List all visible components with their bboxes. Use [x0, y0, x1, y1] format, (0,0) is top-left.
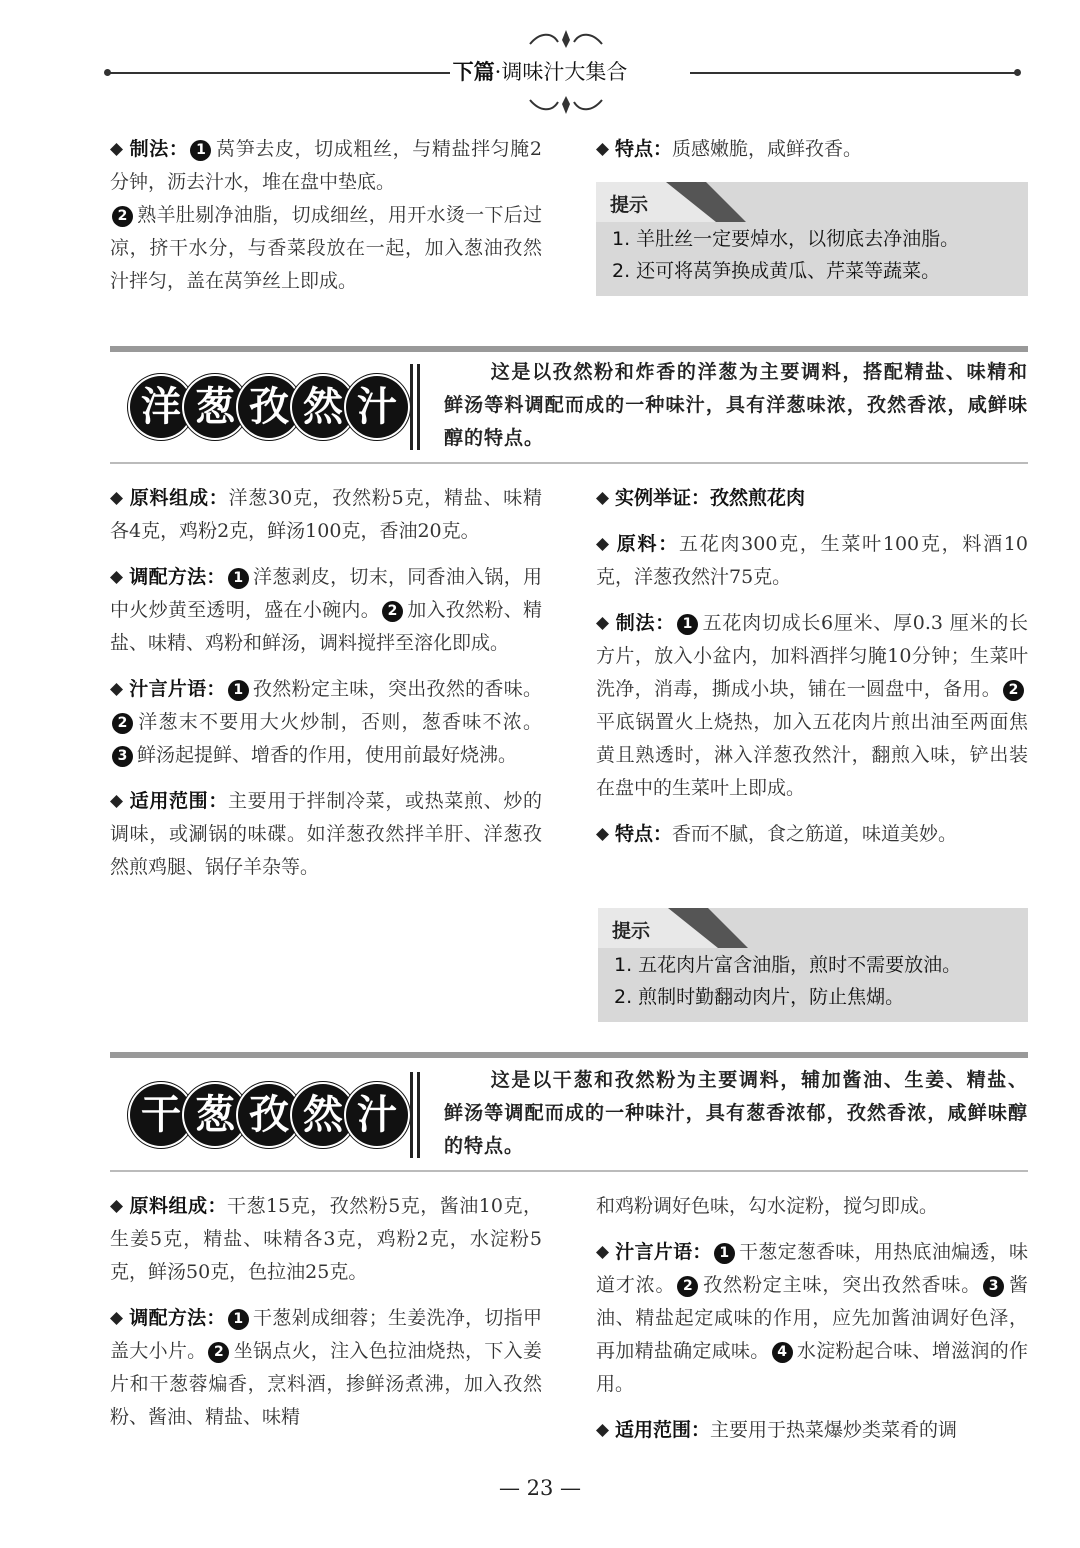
method-paragraph: 制法： 1 五花肉切成长6厘米、厚0.3 厘米的长方片，放入小盆内，加料酒拌匀腌10分钟；生菜叶洗净，消毒，撕成小块，铺在一圆盘中，备用。 2平底锅置火上烧热，加入五花肉片煎出油至两面焦黄且熟透时，淋入洋葱孜然汁，翻煎入味，铲出装在盘中的生菜叶上即成。: [596, 612, 1028, 799]
example-paragraph: 实例举证：孜然煎花肉: [596, 482, 1028, 515]
feature-paragraph: 特点：质感嫩脆，咸鲜孜香。: [596, 133, 1028, 166]
materials-paragraph: 原料：五花肉300克，生菜叶100克，料酒10克，洋葱孜然汁75克。: [596, 533, 1028, 588]
step-number: 3: [983, 1276, 1004, 1297]
header-part: 下篇: [452, 60, 495, 84]
running-header: [0, 58, 1080, 86]
step-number: 1: [228, 680, 249, 701]
diamond-bullet-icon: [110, 143, 123, 156]
tip-line: 1. 羊肚丝一定要焯水，以彻底去净油脂。: [612, 228, 960, 250]
top-left-column: [110, 133, 542, 298]
step-number: 2: [112, 206, 133, 227]
scope-paragraph: 适用范围：主要用于拌制冷菜，或热菜煎、炒的调味，或涮锅的味碟。如洋葱孜然拌羊肝、洋葱孜然煎鸡腿、锅仔羊杂等。: [110, 790, 542, 878]
step-number: 1: [677, 614, 698, 635]
section-intro: 这是以干葱和孜然粉为主要调料，辅加酱油、生姜、精盐、鲜汤等调配而成的一种味汁，具有葱香浓郁，孜然香浓，咸鲜味醇的特点。: [444, 1069, 1028, 1157]
section-rule-top: [110, 1052, 1028, 1058]
method-paragraph: 制法： 1 莴笋去皮，切成粗丝，与精盐拌匀腌2分钟，沥去汁水，堆在盘中垫底。 2 熟羊肚剔净油脂，切成细丝，用开水烫一下后过凉，挤干水分，与香菜段放在一起，加入葱油孜然汁拌匀，盖在莴笋丝上即成。: [110, 138, 542, 292]
feature-paragraph: 特点：香而不腻，食之筋道，味道美妙。: [596, 818, 1028, 851]
example-dish-name: 孜然煎花肉: [710, 487, 806, 509]
step-number: 2: [677, 1276, 698, 1297]
step-number: 1: [228, 568, 249, 589]
banner-divider: [417, 364, 420, 450]
diamond-bullet-icon: [596, 492, 609, 505]
mixing-paragraph: 调配方法： 1 干葱剁成细蓉；生姜洗净，切指甲盖大小片。 2 坐锅点火，注入色拉油烧热，下入姜片和干葱蓉煸香，烹料酒，掺鲜汤煮沸，加入孜然粉、酱油、精盐、味精: [110, 1307, 542, 1428]
diamond-bullet-icon: [110, 1200, 123, 1213]
diamond-bullet-icon: [596, 1424, 609, 1437]
tip-title: 提示: [610, 194, 649, 216]
header-title: 调味汁大集合: [501, 60, 628, 84]
diamond-bullet-icon: [110, 571, 123, 584]
mixing-paragraph: 调配方法： 1 洋葱剥皮，切末，同香油入锅，用中火炒黄至透明，盛在小碗内。 2 加入孜然粉、精盐、味精、鸡粉和鲜汤，调料搅拌至溶化即成。: [110, 566, 542, 654]
section-rule-bottom: [110, 462, 1028, 464]
header-sep: ·: [494, 60, 502, 84]
diamond-bullet-icon: [110, 1312, 123, 1325]
diamond-bullet-icon: [110, 683, 123, 696]
step-number: 2: [208, 1342, 229, 1363]
ingredients-paragraph: 原料组成：干葱15克，孜然粉5克，酱油10克，生姜5克，精盐、味精各3克，鸡粉2克，水淀粉5克，鲜汤50克，色拉油25克。: [110, 1195, 542, 1283]
step-number: 3: [112, 746, 133, 767]
step-number: 1: [714, 1243, 735, 1264]
scope-paragraph: 适用范围：主要用于热菜爆炒类菜肴的调: [596, 1414, 1028, 1447]
section-intro: 这是以孜然粉和炸香的洋葱为主要调料，搭配精盐、味精和鲜汤等料调配而成的一种味汁，具有洋葱味浓，孜然香浓，咸鲜味醇的特点。: [444, 361, 1028, 449]
section1-right-column: [596, 482, 1028, 851]
diamond-bullet-icon: [110, 795, 123, 808]
step-number: 1: [228, 1309, 249, 1330]
step-number: 4: [772, 1342, 793, 1363]
header-ornament-bottom: [526, 92, 606, 116]
banner-divider: [410, 364, 413, 450]
continued-paragraph: 和鸡粉调好色味，勾水淀粉，搅匀即成。: [596, 1195, 939, 1217]
section-title-badge: 干 葱 孜 然 汁: [130, 1084, 400, 1146]
section2-left-column: [110, 1190, 542, 1434]
section-title-badge: 洋 葱 孜 然 汁: [130, 376, 400, 438]
header-ornament-top: [526, 28, 606, 52]
diamond-bullet-icon: [596, 617, 609, 630]
top-right-column: [596, 133, 1028, 166]
page-number: — 23 —: [498, 1476, 582, 1500]
tips-paragraph: 汁言片语： 1 孜然粉定主味，突出孜然的香味。2 洋葱末不要用大火炒制，否则，葱香味不浓。3 鲜汤起提鲜、增香的作用，使用前最好烧沸。: [110, 673, 542, 772]
tip-line: 2. 还可将莴笋换成黄瓜、芹菜等蔬菜。: [612, 260, 941, 282]
section2-right-column: [596, 1190, 1028, 1447]
step-number: 2: [112, 713, 133, 734]
ingredients-paragraph: 原料组成：洋葱30克，孜然粉5克，精盐、味精各4克，鸡粉2克，鲜汤100克，香油20克。: [110, 487, 542, 542]
banner-divider: [410, 1072, 413, 1158]
section-rule-top: [110, 346, 1028, 352]
step-number: 2: [1003, 680, 1024, 701]
tips-paragraph: 汁言片语： 1 干葱定葱香味，用热底油煸透，味道才浓。 2 孜然粉定主味，突出孜然香味。 3 酱油、精盐起定咸味的作用，应先加酱油调好色泽，再加精盐确定咸味。 4 水淀粉起合味、增滋润的作用。: [596, 1241, 1028, 1395]
tip-title: 提示: [612, 920, 651, 942]
tip-line: 2. 煎制时勤翻动肉片，防止焦煳。: [614, 986, 905, 1008]
tip-box: [596, 182, 1028, 296]
step-number: 1: [190, 140, 211, 161]
diamond-bullet-icon: [110, 492, 123, 505]
diamond-bullet-icon: [596, 143, 609, 156]
tip-line: 1. 五花肉片富含油脂，煎时不需要放油。: [614, 954, 962, 976]
diamond-bullet-icon: [596, 828, 609, 841]
diamond-bullet-icon: [596, 1246, 609, 1259]
tip-box: [598, 908, 1028, 1022]
section-rule-bottom: [110, 1170, 1028, 1172]
section1-left-column: [110, 482, 542, 884]
diamond-bullet-icon: [596, 538, 609, 551]
step-number: 2: [382, 601, 403, 622]
banner-divider: [417, 1072, 420, 1158]
